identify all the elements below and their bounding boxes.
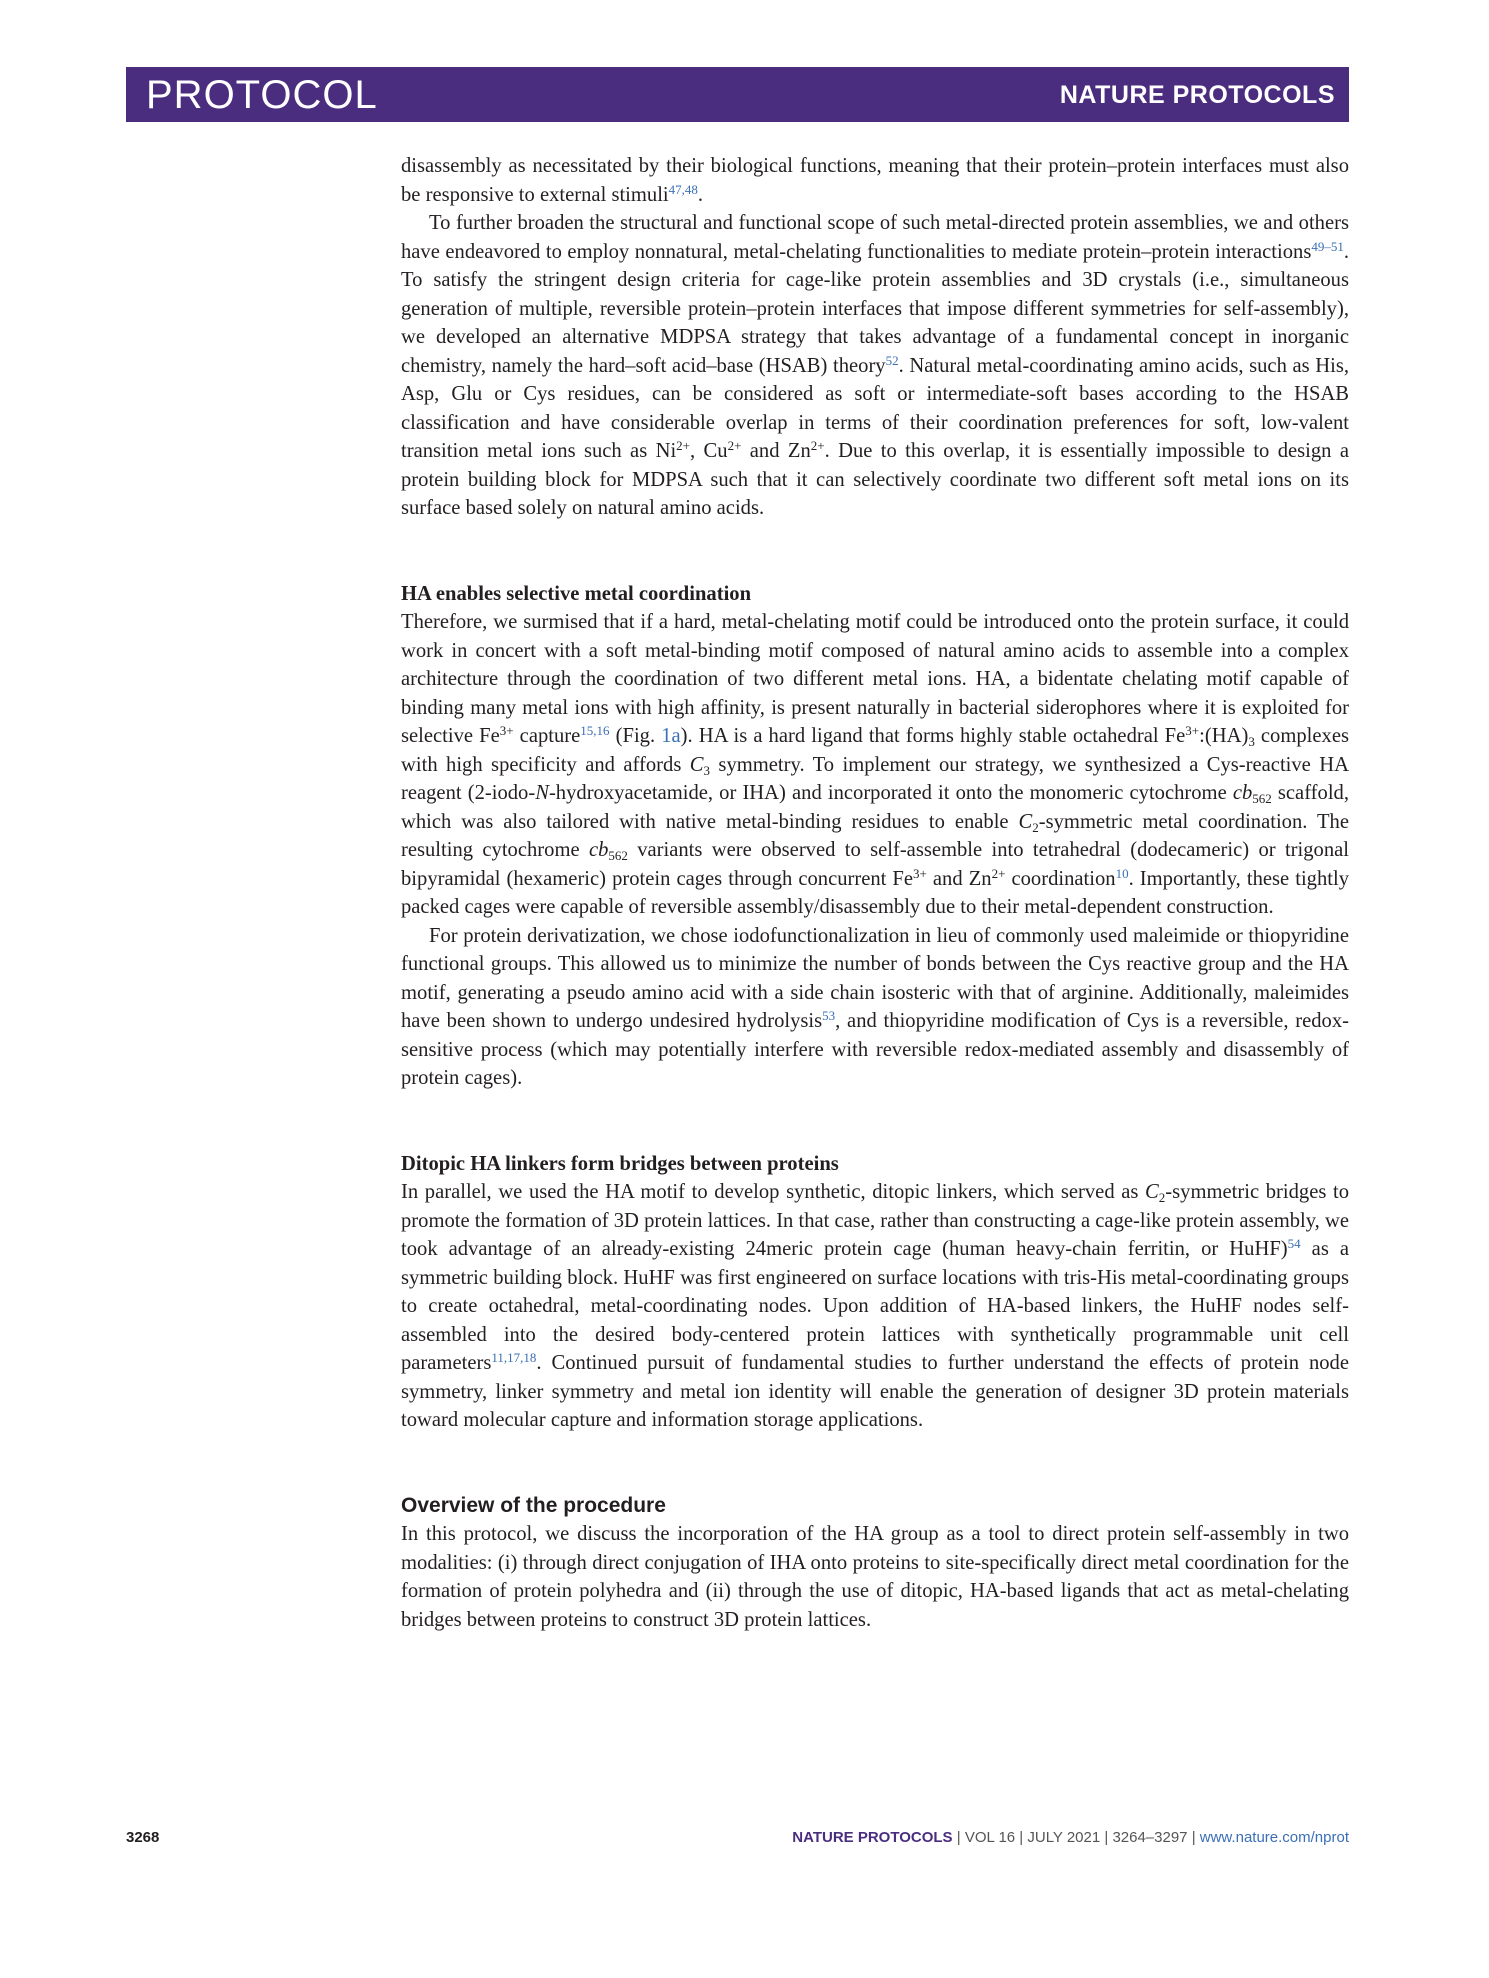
- citation-ref[interactable]: 49–51: [1311, 238, 1344, 254]
- section-heading-ditopic-linkers: Ditopic HA linkers form bridges between proteins: [401, 1152, 839, 1175]
- journal-name: NATURE PROTOCOLS: [1059, 81, 1335, 109]
- header-banner: [126, 67, 1349, 122]
- paragraph-1: disassembly as necessitated by their biological functions, meaning that their protein–protein interfaces must also be responsive to external stimuli$^{47,48}$.: [401, 155, 1349, 206]
- paragraph-3: Therefore, we surmised that if a hard, metal-chelating motif could be introduced onto the protein surface, it could work in concert with a soft metal-binding motif composed of natural amino acids to assemble into a complex architecture through the coordination of two different metal ions. HA, a bidentate chelating motif capable of binding many metal ions with high affinity, is present naturally in bacterial siderophores where it is exploited for selective $Fe^{3+}$ capture$^{15,16}$ (Fig. 1a). HA is a hard ligand that forms highly stable octahedral $Fe^{3+}:(HA)_3$ complexes with high specificity and affords $C_3$ symmetry. To implement our strategy, we synthesized a Cys-reactive HA reagent (2-iodo-N-hydroxyacetamide, or IHA) and incorporated it onto the monomeric cytochrome $cb_{562}$ scaffold, which was also tailored with native metal-binding residues to enable $C_2$-symmetric metal coordination. The resulting cytochrome $cb_{562}$ variants were observed to self-assemble into tetrahedral (dodecameric) or trigonal bipyramidal (hexameric) protein cages through concurrent $Fe^{3+}$ and $Zn^{2+}$ coordination$^{10}$. Importantly, these tightly packed cages were capable of reversible assembly/disassembly due to their metal-dependent construction.: [401, 611, 1349, 918]
- citation-ref[interactable]: 11,17,18: [491, 1350, 537, 1365]
- citation-line: NATURE PROTOCOLS | VOL 16 | JULY 2021 | 3264–3297 | www.nature.com/nprot: [792, 1829, 1349, 1846]
- paragraph-2: To further broaden the structural and functional scope of such metal-directed protein assemblies, we and others have endeavored to employ nonnatural, metal-chelating functionalities to mediate protein–protein interactions$^{49-51}$. To satisfy the stringent design criteria for cage-like protein assemblies and 3D crystals (i.e., simultaneous generation of multiple, reversible protein–protein interfaces that impose different symmetries for self-assembly), we developed an alternative MDPSA strategy that takes advantage of a fundamental concept in inorganic chemistry, namely the hard–soft acid–base (HSAB) theory$^{52}$. Natural metal-coordinating amino acids, such as His, Asp, Glu or Cys residues, can be considered as soft or intermediate-soft bases according to the HSAB classification and have considerable overlap in terms of their coordination preferences for soft, low-valent transition metal ions such as $Ni^{2+}$, $Cu^{2+}$ and $Zn^{2+}$. Due to this overlap, it is essentially impossible to design a protein building block for MDPSA such that it can selectively coordinate two different soft metal ions on its surface based solely on natural amino acids.: [401, 212, 1349, 519]
- section-heading-overview: Overview of the procedure: [401, 1493, 666, 1517]
- section-label: PROTOCOL: [146, 73, 378, 117]
- journal-url-link[interactable]: www.nature.com/nprot: [1199, 1829, 1349, 1846]
- paragraph-4: For protein derivatization, we chose iodofunctionalization in lieu of commonly used maleimide or thiopyridine functional groups. This allowed us to minimize the number of bonds between the Cys reactive group and the HA motif, generating a pseudo amino acid with a side chain isosteric with that of arginine. Additionally, maleimides have been shown to undergo undesired hydrolysis$^{53}$, and thiopyridine modification of Cys is a reversible, redox-sensitive process (which may potentially interfere with reversible redox-mediated assembly and disassembly of protein cages).: [401, 924, 1349, 1089]
- citation-ref[interactable]: 53: [822, 1008, 836, 1023]
- section-heading-ha-selective: HA enables selective metal coordination: [401, 582, 752, 605]
- article-body: [401, 152, 1349, 1634]
- citation-ref[interactable]: 10: [1115, 865, 1129, 881]
- citation-ref[interactable]: 47,48: [668, 181, 698, 197]
- figure-link[interactable]: 1a: [661, 725, 681, 747]
- paragraph-6: In this protocol, we discuss the incorporation of the HA group as a tool to direct protein self-assembly in two modalities: (i) through direct conjugation of IHA onto proteins to site-specifically direct metal coordination for the formation of protein polyhedra and (ii) through the use of ditopic, HA-based ligands that act as metal-chelating bridges between proteins to construct 3D protein lattices.: [401, 1523, 1349, 1631]
- paragraph-5: In parallel, we used the HA motif to develop synthetic, ditopic linkers, which served as $C_2$-symmetric bridges to promote the formation of 3D protein lattices. In that case, rather than constructing a cage-like protein assembly, we took advantage of an already-existing 24meric protein cage (human heavy-chain ferritin, or HuHF)$^{54}$ as a symmetric building block. HuHF was first engineered on surface locations with tris-His metal-coordinating groups to create octahedral, metal-coordinating nodes. Upon addition of HA-based linkers, the HuHF nodes self-assembled into the desired body-centered protein lattices with synthetically programmable unit cell parameters$^{11,17,18}$. Continued pursuit of fundamental studies to further understand the effects of protein node symmetry, linker symmetry and metal ion identity will enable the generation of designer 3D protein materials toward molecular capture and information storage applications.: [401, 1181, 1350, 1431]
- citation-ref[interactable]: 52: [885, 352, 899, 368]
- citation-ref[interactable]: 15,16: [580, 723, 610, 738]
- page-footer: [126, 1829, 1349, 1853]
- page-number: 3268: [126, 1829, 160, 1846]
- citation-ref[interactable]: 54: [1287, 1236, 1301, 1251]
